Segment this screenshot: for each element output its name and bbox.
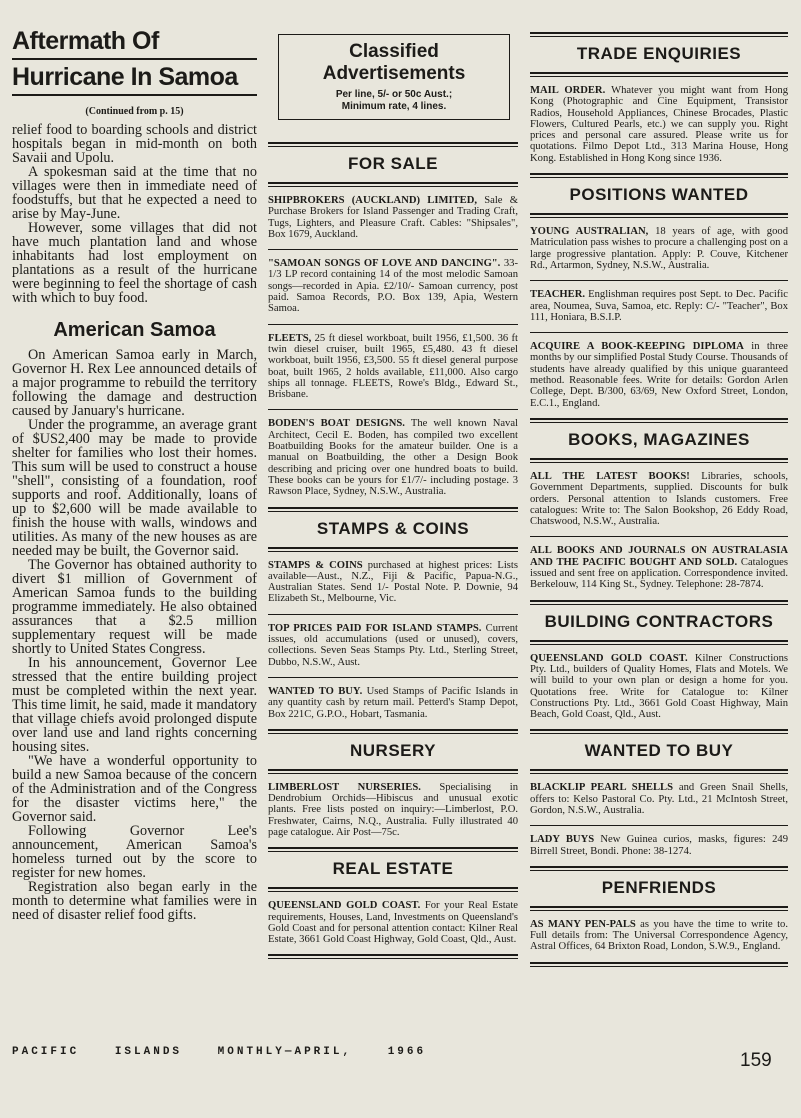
classified-ad: BODEN'S BOAT DESIGNS. The well known Naval Architect, Cecil E. Boden, has compiled two excellent Boatbuilding Books for the amateur builder. One is a manual on Boatbuilding, the other a Design Book describing and pricing over one hundred boats to build. These books can be yours for £1/7/- including postage. 3 Rawson Place, Sydney, N.S.W., Australia. [268, 418, 519, 498]
section-positions [530, 173, 788, 418]
section-heading: TRADE ENQUIRIES [576, 44, 742, 63]
article-column [12, 0, 257, 922]
section-heading: BOOKS, MAGAZINES [568, 429, 750, 449]
paragraph: The Governor has obtained authority to divert $1 million of Government of American Samoa funds to the building programme immediately. He also obtained assurances that a $2.5 million supplementary request will be made shortly to United States Congress. [12, 557, 257, 657]
section-heading: REAL ESTATE [332, 859, 454, 879]
section-heading: NURSERY [350, 740, 436, 760]
section-for-sale [268, 142, 518, 507]
section-rule [530, 962, 788, 967]
classified-ad: TOP PRICES PAID FOR ISLAND STAMPS. Current issues, old accumulations (used or unused), covers, collections. Seven Seas Stamps Pty. Ltd., Sterling Street, Dubbo, N.S.W., Aust. [268, 622, 518, 668]
paragraph: Under the programme, an average grant of $US2,400 may be made to provide shelter for families who lost their homes. This sum will be used to construct a house "shell", consisting of a foundation, roof supports and roof. Additionally, loans of up to $2,600 will be made available to finish the house with walls, windows and utilities. As many of the new houses as are needed may be built, the Governor said. [12, 417, 257, 559]
footer-word: PACIFIC [12, 1046, 80, 1058]
section-nursery [268, 729, 518, 847]
section-heading: STAMPS & COINS [316, 518, 470, 538]
classified-ad: MAIL ORDER. Whatever you might want from Hong Kong (Photographic and Cine Equipment, Transistor Radios, Household Appliances, Chinese Brocades, Plastic Flowers, Cultured Pearls, etc.) we can supply you. Right prices and personal care assured. Please write us for quotations. Filmo Depot Ltd., 313 Marina House, Hong Kong. Established in Hong Kong since 1936. [530, 85, 788, 164]
paragraph: A spokesman said at the time that no villages were then in immediate need of foodstuffs, but that he expected a need to arise by May-June. [12, 164, 257, 222]
classified-ad: LIMBERLOST NURSERIES. Specialising in Dendrobium Orchids—Hibiscus and unusual exotic plants. Free lists posted on inquiry:—Limberlost, P.O. Freshwater, Cairns, N.Q., Australia. Fully illustrated 40 page catalogue. Air Post—75c. [268, 781, 518, 838]
footer-word: ISLANDS [114, 1046, 183, 1058]
classified-ad: FLEETS, 25 ft diesel workboat, built 1956, £1,500. 36 ft twin diesel cruiser, built 1965, £5,480. 43 ft diesel workboat, built 1956, £3,500. 55 ft diesel general purpose boat, built 1965, 2 holds available, £11,000. Also cargo ships all tonnage. FLEETS, Rowe's Bldg., Edward St., Brisbane. [268, 332, 518, 401]
classified-ad: WANTED TO BUY. Used Stamps of Pacific Islands in any quantity cash by return mail. Petterd's Stamp Depot, Box 221C, G.P.O., Hobart, Tasmania. [268, 685, 518, 720]
section-heading: WANTED TO BUY [584, 741, 734, 761]
section-wanted [530, 729, 788, 865]
section-heading: POSITIONS WANTED [569, 185, 749, 205]
classified-ad: BLACKLIP PEARL SHELLS and Green Snail Shells, offers to: Kelso Pastoral Co. Pty. Ltd., 21 McIntosh Street, Gordon, N.S.W., Australia. [530, 782, 788, 816]
classified-ad: "SAMOAN SONGS OF LOVE AND DANCING". 33-1/3 LP record containing 14 of the most melodic Samoan songs—recorded in Apia. £2/10/- Samoan currency, post paid. Samoa Records, P.O. Box 139, Apia, Western Samoa. [268, 258, 518, 315]
paragraph: "We have a wonderful opportunity to build a new Samoa because of the concern of the Administration and of the Congress for the disaster victims here," the Governor said. [12, 753, 257, 825]
headline-rule [12, 58, 257, 60]
classified-column-middle [268, 0, 518, 959]
paragraph: Following Governor Lee's announcement, American Samoa's homeless turned out by the score to register for new homes. [12, 823, 257, 881]
section-trade [530, 32, 788, 173]
paragraph: relief food to boarding schools and district hospitals began in mid-month on both Savaii and Upolu. [12, 122, 257, 166]
headline-rule [12, 94, 257, 96]
classified-ad: QUEENSLAND GOLD COAST. Kilner Constructions Pty. Ltd., builders of Quality Homes, Flats and Motels. We will build to your own plan or design a home for you. Quotations free. Write for Catalogue to: Kilner Constructions Pty. Ltd., 3661 Gold Coast Highway, Main Beach, Gold Coast, Qld., Aust. [530, 652, 788, 721]
rates-line: Minimum rate, 4 lines. [341, 101, 447, 112]
classified-column-right [530, 0, 788, 967]
classified-ad: STAMPS & COINS purchased at highest prices: Lists available—Aust., N.Z., Fiji & Pacific, Papua-N.G., Australian States. Send 1/- Postal Note. P. Downie, 94 Elizabeth St., Melbourne, Vic. [268, 559, 518, 605]
section-heading: FOR SALE [348, 154, 438, 173]
subhead: American Samoa [53, 319, 216, 341]
classified-ad: AS MANY PEN-PALS as you have the time to write to. Full details from: The Universal Correspondence Agency, Astral Offices, 64 Brixton Road, London, S.W.9., England. [530, 918, 788, 953]
classified-ad: ALL BOOKS AND JOURNALS ON AUSTRALASIA AND THE PACIFIC BOUGHT AND SOLD. Catalogues issued and sent free on application. Correspondence invited. Berkelouw, 114 King St., Sydney. Telephone: 28-7874. [530, 545, 788, 591]
article-body-a [12, 123, 257, 305]
classified-ad: ALL THE LATEST BOOKS! Libraries, schools, Government Departments, supplied. Discounts for bulk orders. Personal attention to Islands customers. Free catalogues: Write to: The Salon Bookshop, 26 Eddy Road, Chatswood, N.S.W., Australia. [530, 470, 788, 528]
paragraph: Registration also began early in the month to determine what families were in need of disaster relief food gifts. [12, 879, 257, 923]
paragraph: On American Samoa early in March, Governor H. Rex Lee announced details of a major programme to rebuild the territory following the damage and destruction caused by January's hurricane. [12, 347, 257, 419]
section-real-estate [268, 847, 518, 959]
continued-note: (Continued from p. 15) [85, 106, 184, 117]
running-footer [12, 1046, 452, 1058]
classified-header-box [278, 34, 510, 120]
classified-title: Classified Advertisements [322, 41, 466, 84]
headline-line-2: Hurricane In Samoa [12, 63, 238, 91]
footer-word: 1966 [387, 1046, 427, 1058]
section-rule [268, 954, 518, 959]
footer-word: MONTHLY—APRIL, [217, 1046, 353, 1058]
section-penfriends [530, 866, 788, 967]
classified-ad: SHIPBROKERS (AUCKLAND) LIMITED, Sale & Purchase Brokers for Island Passenger and Trading Craft, Tugs, Lighters, and Pleasure Craft. Cables: "Shipsales", Box 1679, Auckland. [268, 195, 518, 240]
page-number: 159 [740, 1050, 772, 1071]
section-stamps [268, 507, 518, 729]
headline-line-1: Aftermath Of [12, 27, 159, 55]
rates-line: Per line, 5/- or 50c Aust.; [335, 89, 453, 100]
classified-ad: ACQUIRE A BOOK-KEEPING DIPLOMA in three months by our simplified Postal Study Course. Thousands of students have already qualified by this unique guaranteed method. Reasonable fees. Write for details: Gordon Arlen College, Dept. B/300, 63/69, New Oxford Street, London, E.C.1., England. [530, 341, 788, 409]
paragraph: In his announcement, Governor Lee stressed that the entire building project must be completed within the next year. This time limit, he said, made it mandatory that village chiefs avoid prolonged dispute over land use and land rights concerning housing sites. [12, 655, 257, 755]
classified-rates [283, 89, 505, 113]
classified-ad: LADY BUYS New Guinea curios, masks, figures: 249 Birrell Street, Bondi. Phone: 38-1274. [530, 834, 788, 857]
section-heading: BUILDING CONTRACTORS [544, 611, 774, 631]
classified-ad: QUEENSLAND GOLD COAST. For your Real Estate requirements, Houses, Land, Investments on Queensland's Gold Coast and for personal attention contact: Kilner Real Estate, 3661 Gold Coast Highway, Gold Coast, Qld., Aust. [268, 900, 518, 946]
section-books [530, 418, 788, 600]
section-heading: PENFRIENDS [601, 877, 717, 897]
paragraph: However, some villages that did not have much plantation land and whose inhabitants had lost employment on plantations as a result of the hurricane were beginning to feel the shortage of cash with which to buy food. [12, 220, 257, 306]
classified-ad: YOUNG AUSTRALIAN, 18 years of age, with good Matriculation pass wishes to procure a challenging post on a large progressive plantation. Apply: P. Couve, Kitchener Rd., Artarmon, Sydney, N.S.W., Australia. [530, 226, 788, 271]
classified-ad: TEACHER. Englishman requires post Sept. to Dec. Pacific area, Noumea, Suva, Samoa, etc. Reply: C/- "Teacher", Box 111, Honiara, B.S.I.P. [530, 289, 788, 323]
section-building [530, 600, 788, 730]
article-body-b [12, 348, 257, 922]
